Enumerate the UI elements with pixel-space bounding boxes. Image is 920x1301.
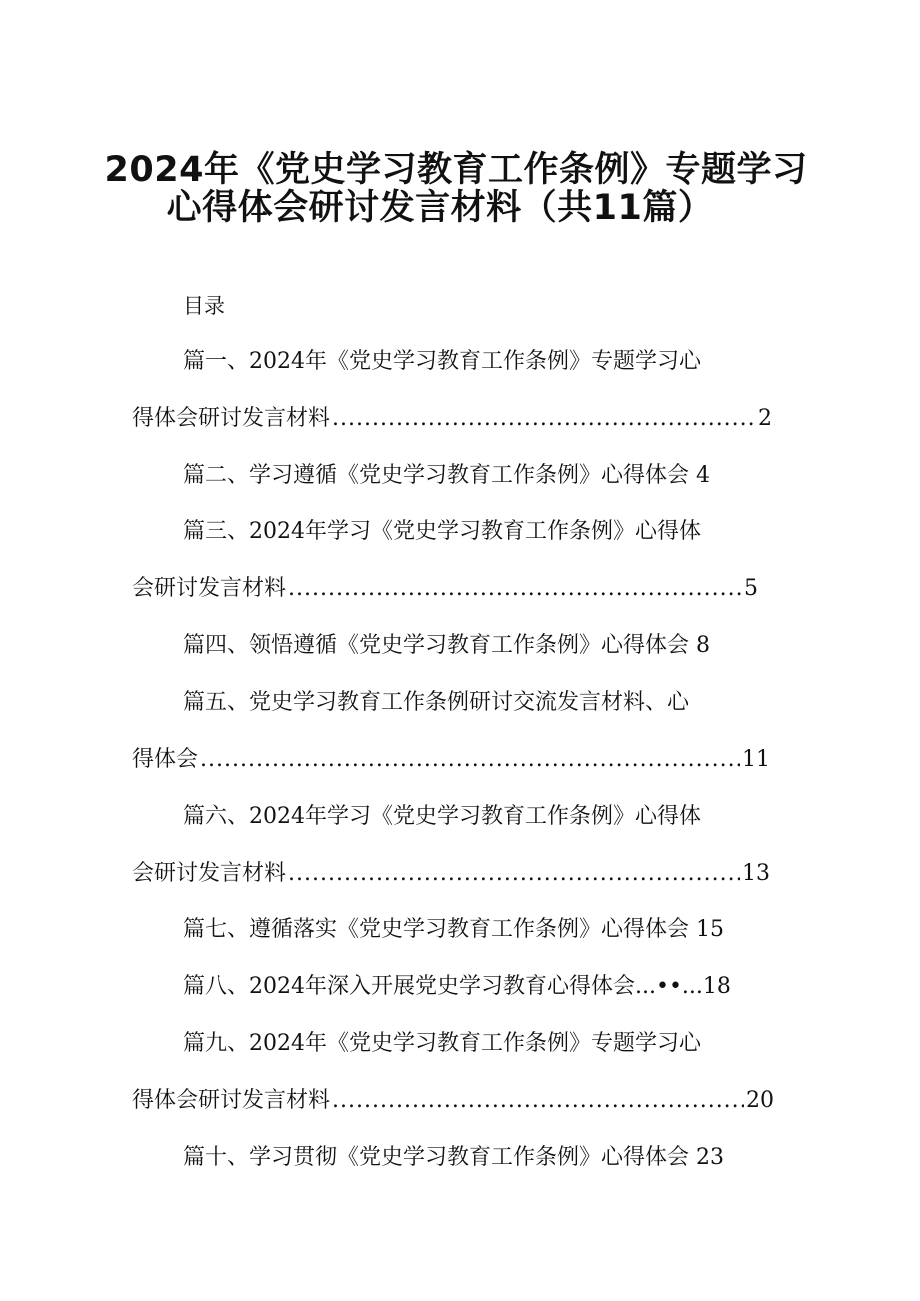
toc-entry-7[interactable]: 篇七、遵循落实《党史学习教育工作条例》心得体会 15: [183, 917, 724, 942]
toc-entry-1-text: 得体会研讨发言材料: [132, 406, 331, 431]
toc-entry-9-line-2[interactable]: [132, 1084, 774, 1118]
toc-entry-3-page: 5: [744, 576, 758, 601]
toc-entry-2[interactable]: 篇二、学习遵循《党史学习教育工作条例》心得体会 4: [183, 463, 710, 488]
toc-heading: 目录: [183, 294, 225, 318]
toc-entry-5-line-2[interactable]: [132, 743, 770, 777]
toc-entry-9-page: 20: [746, 1088, 774, 1113]
toc-entry-10[interactable]: 篇十、学习贯彻《党史学习教育工作条例》心得体会 23: [183, 1145, 724, 1170]
toc-entry-6-page: 13: [742, 861, 770, 886]
toc-entry-3-line-2[interactable]: [132, 572, 758, 606]
toc-entry-9-line-1[interactable]: 篇九、2024年《党史学习教育工作条例》专题学习心: [183, 1031, 701, 1056]
document-title-line-1: 2024年《党史学习教育工作条例》专题学习: [104, 150, 808, 190]
dot-leader: [288, 857, 740, 891]
toc-entry-6-text: 会研讨发言材料: [132, 861, 287, 886]
dot-leader: [332, 1084, 744, 1118]
toc-entry-5-page: 11: [742, 747, 770, 772]
toc-entry-3-line-1[interactable]: 篇三、2024年学习《党史学习教育工作条例》心得体: [183, 519, 701, 544]
toc-entry-9-text: 得体会研讨发言材料: [132, 1088, 331, 1113]
dot-leader: [200, 743, 740, 777]
dot-leader: [332, 402, 756, 436]
toc-entry-8[interactable]: 篇八、2024年深入开展党史学习教育心得体会...••...18: [183, 974, 731, 999]
document-title-line-2: 心得体会研讨发言材料（共11篇）: [166, 188, 714, 228]
toc-entry-4[interactable]: 篇四、领悟遵循《党史学习教育工作条例》心得体会 8: [183, 633, 710, 658]
toc-entry-1-line-2[interactable]: [132, 402, 772, 436]
toc-entry-1-line-1[interactable]: 篇一、2024年《党史学习教育工作条例》专题学习心: [183, 349, 701, 374]
dot-leader: [288, 572, 742, 606]
toc-entry-6-line-2[interactable]: [132, 857, 770, 891]
toc-entry-1-page: 2: [758, 406, 772, 431]
toc-entry-3-text: 会研讨发言材料: [132, 576, 287, 601]
toc-entry-5-line-1[interactable]: 篇五、党史学习教育工作条例研讨交流发言材料、心: [183, 690, 690, 715]
toc-entry-5-text: 得体会: [132, 747, 199, 772]
toc-entry-6-line-1[interactable]: 篇六、2024年学习《党史学习教育工作条例》心得体: [183, 804, 701, 829]
